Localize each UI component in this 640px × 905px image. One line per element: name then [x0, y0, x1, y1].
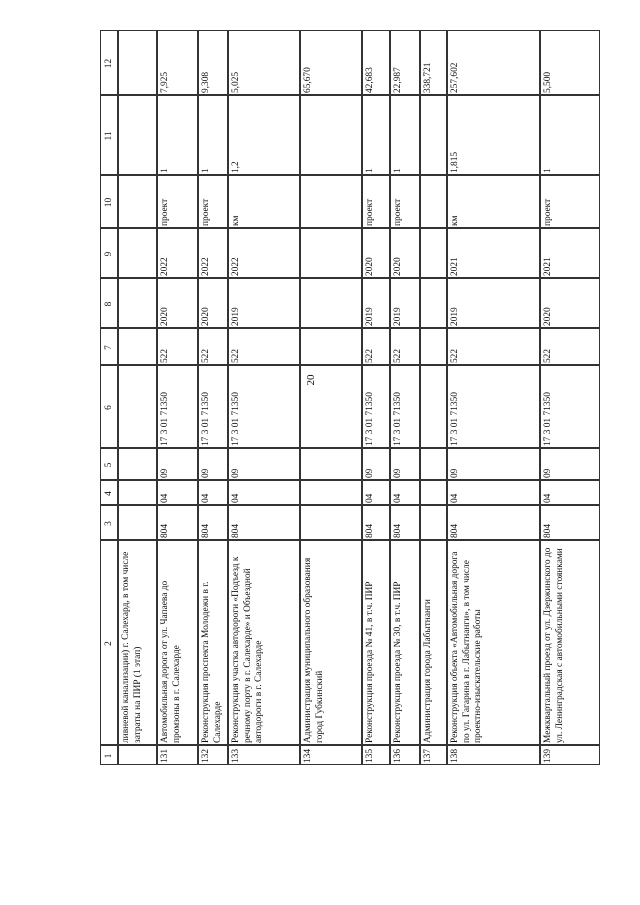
row-138-c5-text: 09 [450, 468, 460, 478]
row-134-c6 [300, 365, 362, 448]
row-134-c4 [300, 480, 362, 505]
row-132-c3-text: 804 [201, 523, 211, 538]
row-131-c7-text: 522 [160, 348, 170, 363]
row-cont-c12 [118, 30, 157, 95]
header-col-6 [100, 365, 118, 448]
row-133-c8-text: 2019 [231, 307, 241, 326]
row-cont-c11 [118, 95, 157, 175]
row-132-c12-text: 9,308 [201, 71, 211, 93]
row-132-c12 [198, 30, 228, 95]
row-135-c9-text: 2020 [365, 257, 375, 276]
row-136-c12 [390, 30, 420, 95]
row-cont-name-text: ливневой канализации) г. Салехард, в том числе затраты на ПИР (1 этап) [121, 551, 143, 743]
row-132-n [198, 745, 228, 765]
row-131-c5 [157, 448, 198, 480]
row-137-c8-text [421, 279, 447, 328]
row-137-c3 [420, 505, 447, 540]
row-133-c11-text: 1,2 [231, 161, 241, 173]
row-137-c11 [420, 95, 447, 175]
row-cont-c8-text [119, 279, 157, 328]
row-139-c3 [540, 505, 600, 540]
row-138-c5 [447, 448, 540, 480]
row-139-c8-text: 2020 [543, 307, 553, 326]
row-131-c4-text: 04 [160, 493, 170, 503]
row-cont-c4-text [119, 481, 157, 505]
row-135-name-text: Реконструкция проезда № 41, в т.ч. ПИР [365, 581, 375, 743]
header-col-3-text: 3 [104, 521, 115, 526]
row-138-name-text: Реконструкция объекта «Автомобильная дорога по ул. Гагарина в г. Лабытнанги», в том числе проектно-изыскательские работы [450, 551, 483, 743]
row-139-c10-text: проект [543, 198, 553, 226]
row-136-c8-text: 2019 [393, 307, 403, 326]
row-138-name [447, 540, 540, 745]
row-133-c4 [228, 480, 300, 505]
row-134-c11-text [301, 96, 362, 175]
row-133-c7 [228, 328, 300, 365]
row-cont-c9 [118, 228, 157, 278]
row-132-c8 [198, 278, 228, 328]
row-cont-c4 [118, 480, 157, 505]
row-136-c9 [390, 228, 420, 278]
row-cont-c6-text [119, 366, 157, 448]
header-col-3 [100, 505, 118, 540]
header-col-4 [100, 480, 118, 505]
row-136-c7-text: 522 [393, 348, 403, 363]
row-133-n-text: 133 [231, 748, 241, 763]
row-134-c8 [300, 278, 362, 328]
row-134-c8-text [301, 279, 362, 328]
row-137-c7-text [421, 329, 447, 365]
row-139-c12 [540, 30, 600, 95]
row-139-c5-text: 09 [543, 468, 553, 478]
row-135-c5 [362, 448, 390, 480]
row-133-c4-text: 04 [231, 493, 241, 503]
row-135-c6 [362, 365, 390, 448]
row-131-c3-text: 804 [160, 523, 170, 538]
row-138-c10 [447, 175, 540, 228]
row-135-c11-text: 1 [365, 168, 375, 173]
row-138-n-text: 138 [450, 748, 460, 763]
row-cont-c9-text [119, 229, 157, 278]
row-136-name [390, 540, 420, 745]
row-cont-c10 [118, 175, 157, 228]
row-137-c9-text [421, 229, 447, 278]
row-132-c4-text: 04 [201, 493, 211, 503]
header-col-12-text: 12 [104, 58, 115, 69]
row-133-c3-text: 804 [231, 523, 241, 538]
row-139-n [540, 745, 600, 765]
row-131-n-text: 131 [160, 748, 170, 763]
row-132-c10 [198, 175, 228, 228]
row-131-c10 [157, 175, 198, 228]
row-135-name [362, 540, 390, 745]
row-cont-c3-text [119, 506, 157, 540]
row-134-c10 [300, 175, 362, 228]
row-cont-c10-text [119, 176, 157, 228]
row-136-c4 [390, 480, 420, 505]
row-133-c9-text: 2022 [231, 257, 241, 276]
row-131-c9 [157, 228, 198, 278]
row-cont-c11-text [119, 96, 157, 175]
row-136-c5 [390, 448, 420, 480]
row-139-c11 [540, 95, 600, 175]
row-131-c10-text: проект [160, 198, 170, 226]
row-135-n [362, 745, 390, 765]
row-132-c9 [198, 228, 228, 278]
row-135-c3 [362, 505, 390, 540]
row-135-c4-text: 04 [365, 493, 375, 503]
row-136-c6-text: 17 3 01 71350 [393, 392, 403, 446]
row-133-c12-text: 5,025 [231, 71, 241, 93]
row-138-c3-text: 804 [450, 523, 460, 538]
page-number: 20 [305, 374, 317, 386]
row-138-c8-text: 2019 [450, 307, 460, 326]
row-134-name-text: Администрация муниципального образования город Губкинский [303, 557, 325, 743]
row-135-c8 [362, 278, 390, 328]
row-137-c6-text [421, 366, 447, 448]
row-138-c4 [447, 480, 540, 505]
header-col-12 [100, 30, 118, 95]
row-131-c11-text: 1 [160, 168, 170, 173]
row-139-name [540, 540, 600, 745]
row-cont-c5-text [119, 449, 157, 480]
row-137-c4 [420, 480, 447, 505]
row-135-c8-text: 2019 [365, 307, 375, 326]
row-137-c10 [420, 175, 447, 228]
row-134-c4-text [301, 481, 362, 505]
row-136-c6 [390, 365, 420, 448]
header-col-2 [100, 540, 118, 745]
row-cont-c5 [118, 448, 157, 480]
header-col-9-text: 9 [104, 251, 115, 257]
row-139-name-text: Межквартальный проезд от ул. Дзержинского до ул. Ленинградская с автомобильными стоянками [543, 547, 565, 743]
row-136-c9-text: 2020 [393, 257, 403, 276]
row-135-c7-text: 522 [365, 348, 375, 363]
row-137-c8 [420, 278, 447, 328]
header-col-7 [100, 328, 118, 365]
row-133-c6 [228, 365, 300, 448]
row-cont-c6 [118, 365, 157, 448]
row-139-c12-text: 5,500 [543, 71, 553, 93]
row-135-c3-text: 804 [365, 523, 375, 538]
header-col-5 [100, 448, 118, 480]
row-132-c3 [198, 505, 228, 540]
row-134-n-text: 134 [303, 748, 313, 763]
row-136-c12-text: 22,987 [393, 67, 403, 93]
row-137-c7 [420, 328, 447, 365]
row-139-c9-text: 2021 [543, 257, 553, 276]
row-136-c4-text: 04 [393, 493, 403, 503]
row-131-c3 [157, 505, 198, 540]
row-138-c7 [447, 328, 540, 365]
row-133-c10-text: км [231, 215, 241, 226]
row-138-n [447, 745, 540, 765]
row-137-c12 [420, 30, 447, 95]
row-138-c6 [447, 365, 540, 448]
row-135-c10-text: проект [365, 198, 375, 226]
header-col-7-text: 7 [104, 345, 115, 350]
row-136-c3-text: 804 [393, 523, 403, 538]
row-136-c11-text: 1 [393, 168, 403, 173]
row-137-c6 [420, 365, 447, 448]
row-134-c6-text [301, 366, 362, 448]
row-132-c4 [198, 480, 228, 505]
row-132-c9-text: 2022 [201, 257, 211, 276]
row-139-c8 [540, 278, 600, 328]
row-136-c7 [390, 328, 420, 365]
row-137-name-text: Администрация города Лабытнанги [423, 599, 433, 743]
row-137-c5-text [421, 449, 447, 480]
row-132-c10-text: проект [201, 198, 211, 226]
row-137-name [420, 540, 447, 745]
row-138-c12-text: 257,602 [450, 62, 460, 93]
row-139-c6-text: 17 3 01 71350 [543, 392, 553, 446]
row-138-c10-text: км [450, 215, 460, 226]
row-cont-c7-text [119, 329, 157, 365]
row-133-c12 [228, 30, 300, 95]
header-col-8 [100, 278, 118, 328]
row-134-c3-text [301, 506, 362, 540]
row-131-name-text: Автомобильная дорога от ул. Чапаева до промзоны в г. Салехарде [160, 580, 182, 743]
row-135-c6-text: 17 3 01 71350 [365, 392, 375, 446]
row-131-name [157, 540, 198, 745]
row-138-c9 [447, 228, 540, 278]
row-137-c10-text [421, 176, 447, 228]
row-133-name-text: Реконструкция участка автодороги «Подъезд к речному порту в г. Салехарде» и Объездной автодороги в г. Салехарде [231, 556, 264, 743]
header-col-1 [100, 745, 118, 765]
row-132-name-text: Реконструкция проспекта Молодежи в г. Салехарде [201, 581, 223, 743]
row-134-c12 [300, 30, 362, 95]
row-137-c12-text: 338,721 [423, 62, 433, 93]
row-131-c6-text: 17 3 01 71350 [160, 392, 170, 446]
row-139-c10 [540, 175, 600, 228]
row-133-c8 [228, 278, 300, 328]
header-col-9 [100, 228, 118, 278]
row-137-n [420, 745, 447, 765]
header-col-4-text: 4 [104, 491, 115, 496]
header-col-10 [100, 175, 118, 228]
row-132-c7-text: 522 [201, 348, 211, 363]
row-134-c9-text [301, 229, 362, 278]
row-138-c9-text: 2021 [450, 257, 460, 276]
row-139-c5 [540, 448, 600, 480]
row-132-name [198, 540, 228, 745]
row-133-c3 [228, 505, 300, 540]
row-131-c7 [157, 328, 198, 365]
row-134-c10-text [301, 176, 362, 228]
row-cont-c8 [118, 278, 157, 328]
row-138-c8 [447, 278, 540, 328]
row-131-c5-text: 09 [160, 468, 170, 478]
row-134-n [300, 745, 362, 765]
row-135-c11 [362, 95, 390, 175]
row-cont-n-text [119, 746, 157, 765]
row-cont-name [118, 540, 157, 745]
row-138-c11 [447, 95, 540, 175]
row-137-c3-text [421, 506, 447, 540]
row-136-c10 [390, 175, 420, 228]
row-139-c11-text: 1 [543, 168, 553, 173]
row-137-c4-text [421, 481, 447, 505]
row-133-c10 [228, 175, 300, 228]
row-133-c7-text: 522 [231, 348, 241, 363]
row-135-c12 [362, 30, 390, 95]
header-col-11 [100, 95, 118, 175]
row-132-c6 [198, 365, 228, 448]
row-137-c5 [420, 448, 447, 480]
row-136-c11 [390, 95, 420, 175]
row-132-c8-text: 2020 [201, 307, 211, 326]
row-139-c7 [540, 328, 600, 365]
row-134-name [300, 540, 362, 745]
row-136-c8 [390, 278, 420, 328]
row-138-c3 [447, 505, 540, 540]
row-132-c6-text: 17 3 01 71350 [201, 392, 211, 446]
row-cont-c7 [118, 328, 157, 365]
row-cont-c3 [118, 505, 157, 540]
row-133-name [228, 540, 300, 745]
row-137-c9 [420, 228, 447, 278]
row-134-c9 [300, 228, 362, 278]
row-136-c3 [390, 505, 420, 540]
row-135-c12-text: 42,683 [365, 67, 375, 93]
row-131-n [157, 745, 198, 765]
row-138-c12 [447, 30, 540, 95]
row-135-c9 [362, 228, 390, 278]
header-col-6-text: 6 [104, 405, 115, 410]
row-135-c7 [362, 328, 390, 365]
row-138-c4-text: 04 [450, 493, 460, 503]
header-col-11-text: 11 [104, 131, 115, 141]
row-132-c5 [198, 448, 228, 480]
row-136-c5-text: 09 [393, 468, 403, 478]
row-cont-n [118, 745, 157, 765]
row-131-c4 [157, 480, 198, 505]
row-133-n [228, 745, 300, 765]
row-139-c3-text: 804 [543, 523, 553, 538]
row-135-c5-text: 09 [365, 468, 375, 478]
row-136-name-text: Реконструкция проезда № 30, в т.ч. ПИР [393, 581, 403, 743]
row-139-c9 [540, 228, 600, 278]
row-135-c10 [362, 175, 390, 228]
header-col-5-text: 5 [104, 462, 115, 468]
row-139-c4-text: 04 [543, 493, 553, 503]
row-131-c12-text: 7,925 [160, 71, 170, 93]
row-131-c6 [157, 365, 198, 448]
row-132-c7 [198, 328, 228, 365]
row-138-c11-text: 1,815 [450, 151, 460, 173]
row-132-n-text: 132 [201, 748, 211, 763]
row-135-c4 [362, 480, 390, 505]
row-131-c8 [157, 278, 198, 328]
row-133-c9 [228, 228, 300, 278]
row-136-n [390, 745, 420, 765]
row-137-c11-text [421, 96, 447, 175]
row-138-c6-text: 17 3 01 71350 [450, 392, 460, 446]
row-138-c7-text: 522 [450, 348, 460, 363]
header-col-10-text: 10 [104, 197, 115, 208]
row-132-c11 [198, 95, 228, 175]
row-131-c12 [157, 30, 198, 95]
header-col-8-text: 8 [104, 301, 115, 307]
row-133-c5 [228, 448, 300, 480]
row-134-c7 [300, 328, 362, 365]
row-134-c3 [300, 505, 362, 540]
row-137-n-text: 137 [423, 748, 433, 763]
row-132-c11-text: 1 [201, 168, 211, 173]
header-col-1-text: 1 [104, 753, 115, 759]
row-135-n-text: 135 [365, 748, 375, 763]
row-134-c5 [300, 448, 362, 480]
row-133-c5-text: 09 [231, 468, 241, 478]
row-132-c5-text: 09 [201, 468, 211, 478]
header-col-2-text: 2 [104, 641, 115, 646]
row-139-c7-text: 522 [543, 348, 553, 363]
row-cont-c12-text [119, 31, 157, 95]
row-136-n-text: 136 [393, 748, 403, 763]
row-133-c11 [228, 95, 300, 175]
row-139-n-text: 139 [543, 748, 553, 763]
row-133-c6-text: 17 3 01 71350 [231, 392, 241, 446]
row-131-c8-text: 2020 [160, 307, 170, 326]
row-131-c11 [157, 95, 198, 175]
row-131-c9-text: 2022 [160, 257, 170, 276]
row-139-c4 [540, 480, 600, 505]
row-134-c12-text: 65,670 [303, 67, 313, 93]
row-139-c6 [540, 365, 600, 448]
row-134-c7-text [301, 329, 362, 365]
row-136-c10-text: проект [393, 198, 403, 226]
row-134-c5-text [301, 449, 362, 480]
row-134-c11 [300, 95, 362, 175]
